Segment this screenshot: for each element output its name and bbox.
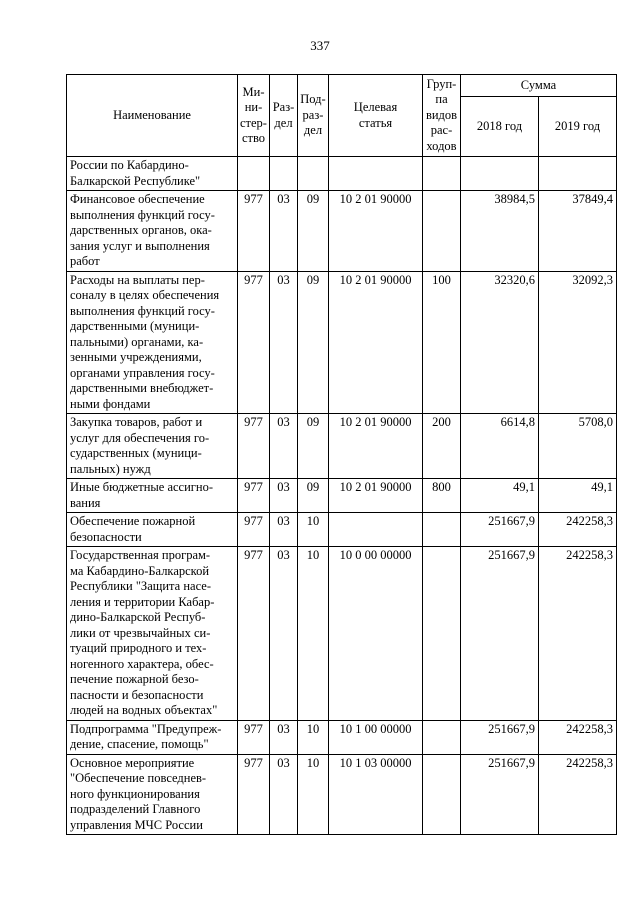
table-row [67,191,617,272]
cell-expense-group [423,157,461,191]
cell-2018: 251667,9 [461,513,539,547]
cell-ministry: 977 [238,414,270,479]
cell-section [270,157,298,191]
cell-name: Иные бюджетные ассигно- вания [67,479,238,513]
cell-name: Государственная програм- ма Кабардино-Балкарской Республики "Защита насе- ления и территории Кабар- дино-Балкарской Респуб- лики от чрезвычайных си- туаций природного и тех- ногенного характера, обес- печение пожарной безо- пасности и безопасности людей на водных объектах" [67,547,238,721]
cell-ministry: 977 [238,547,270,721]
cell-2019: 32092,3 [539,271,617,414]
cell-2019: 242258,3 [539,547,617,721]
cell-subsection: 10 [298,720,329,754]
cell-2019 [539,157,617,191]
cell-2018: 38984,5 [461,191,539,272]
header-year-2019: 2019 год [539,97,617,157]
cell-2018: 49,1 [461,479,539,513]
cell-ministry: 977 [238,271,270,414]
cell-2018: 251667,9 [461,547,539,721]
cell-2019: 242258,3 [539,720,617,754]
cell-name: Расходы на выплаты пер- соналу в целях обеспечения выполнения функций госу- дарственными (муници- пальными) органами, ка- зенными учреждениями, органами управления госу- дарственными внебюджет- ными фондами [67,271,238,414]
cell-2019: 242258,3 [539,754,617,835]
cell-subsection: 10 [298,754,329,835]
cell-target: 10 2 01 90000 [329,414,423,479]
cell-subsection: 09 [298,479,329,513]
budget-table [66,74,617,835]
table-row [67,754,617,835]
cell-name: Основное мероприятие "Обеспечение повседнев- ного функционирования подразделений Главного управления МЧС России [67,754,238,835]
cell-ministry: 977 [238,513,270,547]
cell-expense-group [423,547,461,721]
table-row [67,157,617,191]
cell-ministry: 977 [238,479,270,513]
cell-name: Подпрограмма "Предупреж- дение, спасение, помощь" [67,720,238,754]
header-target: Целевая статья [329,75,423,157]
header-year-2018: 2018 год [461,97,539,157]
cell-subsection: 09 [298,414,329,479]
cell-name: Обеспечение пожарной безопасности [67,513,238,547]
cell-subsection [298,157,329,191]
table-row [67,479,617,513]
cell-target: 10 2 01 90000 [329,191,423,272]
cell-name: России по Кабардино- Балкарской Республике" [67,157,238,191]
cell-section: 03 [270,513,298,547]
cell-subsection: 09 [298,191,329,272]
cell-target: 10 1 00 00000 [329,720,423,754]
cell-section: 03 [270,720,298,754]
cell-target: 10 2 01 90000 [329,479,423,513]
cell-target [329,513,423,547]
cell-subsection: 10 [298,547,329,721]
cell-name: Закупка товаров, работ и услуг для обеспечения го- сударственных (муници- пальных) нужд [67,414,238,479]
cell-expense-group [423,720,461,754]
cell-section: 03 [270,754,298,835]
cell-section: 03 [270,414,298,479]
cell-ministry: 977 [238,191,270,272]
cell-expense-group: 200 [423,414,461,479]
cell-2019: 37849,4 [539,191,617,272]
cell-target: 10 1 03 00000 [329,754,423,835]
table-row [67,547,617,721]
cell-2018 [461,157,539,191]
table-row [67,271,617,414]
cell-2018: 251667,9 [461,720,539,754]
header-ministry: Ми- ни- стер- ство [238,75,270,157]
cell-2018: 251667,9 [461,754,539,835]
cell-section: 03 [270,547,298,721]
cell-expense-group: 800 [423,479,461,513]
cell-2018: 32320,6 [461,271,539,414]
cell-expense-group [423,513,461,547]
cell-2018: 6614,8 [461,414,539,479]
cell-2019: 49,1 [539,479,617,513]
table-row [67,414,617,479]
cell-subsection: 09 [298,271,329,414]
header-sum: Сумма [461,75,617,97]
cell-2019: 242258,3 [539,513,617,547]
cell-ministry: 977 [238,754,270,835]
cell-ministry: 977 [238,720,270,754]
header-subsection: Под- раз- дел [298,75,329,157]
cell-section: 03 [270,479,298,513]
table-row [67,513,617,547]
cell-expense-group: 100 [423,271,461,414]
cell-expense-group [423,754,461,835]
cell-target: 10 2 01 90000 [329,271,423,414]
header-name: Наименование [67,75,238,157]
page-number: 337 [310,38,330,53]
cell-expense-group [423,191,461,272]
cell-target: 10 0 00 00000 [329,547,423,721]
cell-target [329,157,423,191]
cell-ministry [238,157,270,191]
header-section: Раз- дел [270,75,298,157]
header-expense-group: Груп- па видов рас- ходов [423,75,461,157]
cell-name: Финансовое обеспечение выполнения функций госу- дарственных органов, ока- зания услуг и выполнения работ [67,191,238,272]
cell-2019: 5708,0 [539,414,617,479]
cell-section: 03 [270,271,298,414]
cell-subsection: 10 [298,513,329,547]
table-row [67,720,617,754]
cell-section: 03 [270,191,298,272]
